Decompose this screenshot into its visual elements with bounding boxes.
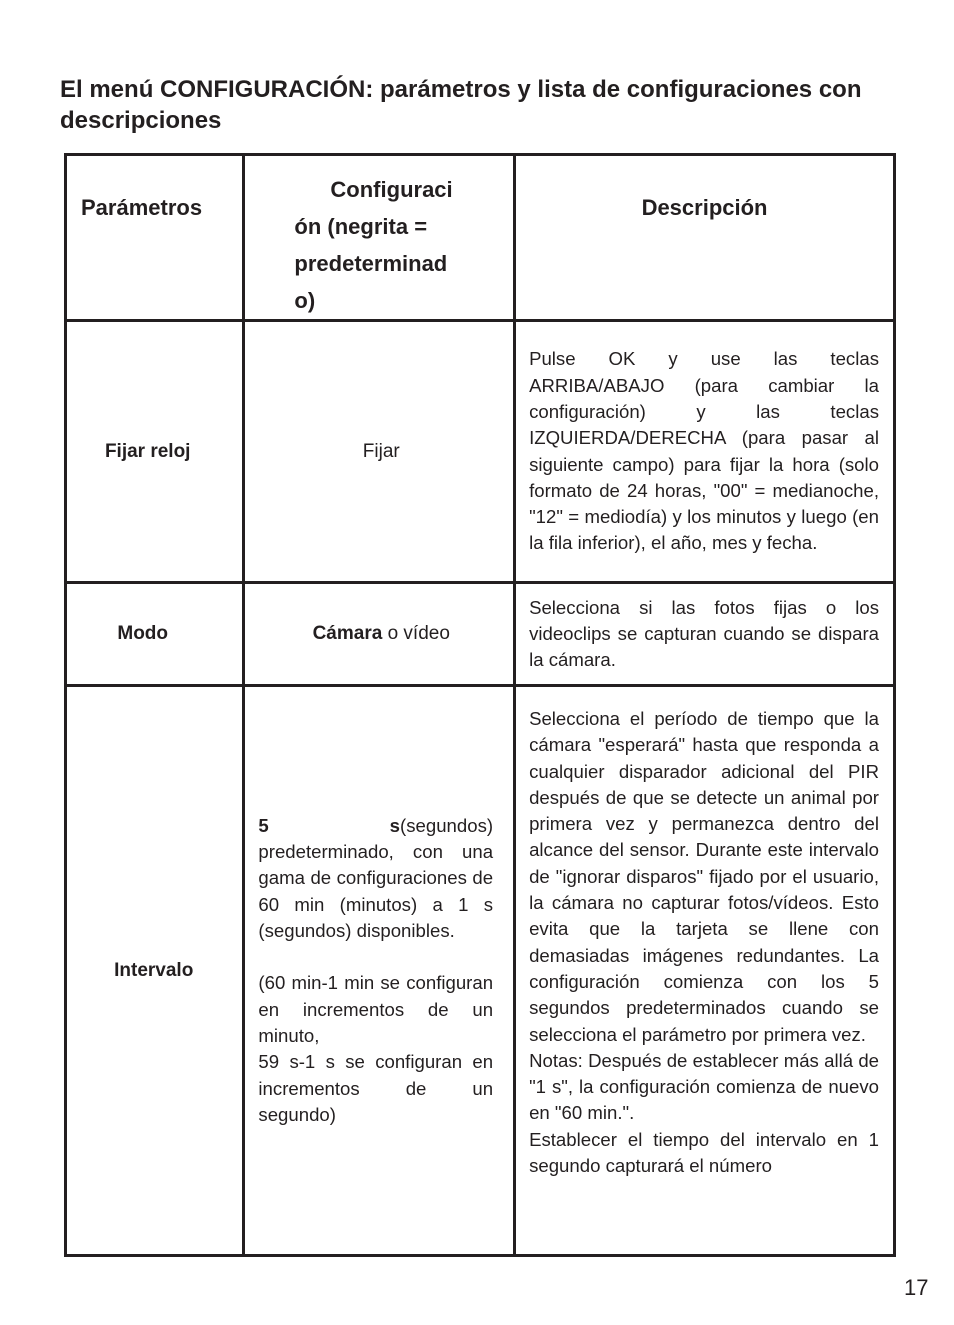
description-cell (515, 583, 895, 686)
header-configuracion-line: predeterminad (294, 251, 448, 276)
config-modo-default: Cámara (312, 623, 383, 644)
config-intervalo-p1 (258, 813, 493, 944)
param-cell (66, 583, 244, 686)
config-cell (244, 686, 515, 1256)
table-row (66, 321, 895, 583)
header-configuracion-line: Configuraci (330, 177, 453, 202)
description-intervalo-p2: Notas: Después de establecer más allá de "1 s", la configuración comienza de nuevo en "60 min.". (529, 1049, 879, 1124)
description-cell (515, 686, 895, 1256)
description-intervalo (516, 687, 893, 1252)
header-configuracion-line: ón (negrita = (294, 214, 428, 239)
description-modo: Selecciona si las fotos fijas o los videoclips se capturan cuando se dispara la cámara. (529, 596, 879, 671)
param-modo: Modo (117, 623, 169, 644)
page-number: 17 (904, 1275, 929, 1300)
table-row (66, 686, 895, 1256)
header-cell-configuracion (244, 155, 515, 321)
config-intervalo-p1-text: (segundos) predeterminado, con una gama de configuraciones de 60 min (minutos) a 1 s (segundos) disponibles. (258, 814, 494, 942)
table-header-row (66, 155, 895, 321)
config-modo (245, 623, 513, 645)
config-intervalo (245, 813, 513, 1128)
paragraph-gap (258, 944, 493, 970)
description-intervalo-p1: Selecciona el período de tiempo que la cámara "esperará" hasta que responda a cualquier disparador adicional del PIR después de que se detecte un animal por primera vez y permanezca dentro del alcance del sensor. Durante este intervalo de "ignorar disparos" fijado por el usuario, la cámara no capturar fotos/vídeos. Esto evita que la tarjeta se llene con demasiadas imágenes redundantes. La configuración comienza con los 5 segundos predeterminados cuando se selecciona el parámetro por primera vez. (529, 708, 879, 1045)
table-row (66, 583, 895, 686)
config-modo-rest: o vídeo (382, 623, 450, 644)
param-cell (66, 321, 244, 583)
config-fijar-reloj: Fijar (362, 440, 400, 462)
param-fijar-reloj: Fijar reloj (104, 440, 191, 462)
header-cell-parametros (66, 155, 244, 321)
description-fijar-reloj: Pulse OK y use las teclas ARRIBA/ABAJO (para cambiar la configuración) y las teclas IZQUIERDA/DERECHA (para pasar al siguiente campo) para fijar la hora (solo formato de 24 horas, "00" = medianoche, "12" = mediodía) y los minutos y luego (en la fila inferior), el año, mes y fecha. (529, 348, 879, 554)
header-configuracion-line: o) (294, 288, 316, 313)
page-heading: El menú CONFIGURACIÓN: parámetros y lista de configuraciones con descripciones (60, 76, 862, 134)
header-configuracion (245, 156, 513, 319)
param-intervalo: Intervalo (114, 959, 194, 981)
config-intervalo-p2: (60 min-1 min se configuran en incrementos de un minuto, (258, 972, 494, 1046)
config-cell (244, 321, 515, 583)
description-cell (515, 321, 895, 583)
header-descripcion: Descripción (641, 195, 768, 220)
description-intervalo-p3: Establecer el tiempo del intervalo en 1 segundo capturará el número (529, 1128, 879, 1177)
param-cell (66, 686, 244, 1256)
settings-table (64, 153, 896, 1257)
config-intervalo-default: 5 s (258, 814, 401, 836)
header-cell-descripcion (515, 155, 895, 321)
config-cell (244, 583, 515, 686)
config-intervalo-p3: 59 s-1 s se configuran en incrementos de un segundo) (258, 1051, 494, 1125)
header-parametros: Parámetros (81, 195, 203, 220)
